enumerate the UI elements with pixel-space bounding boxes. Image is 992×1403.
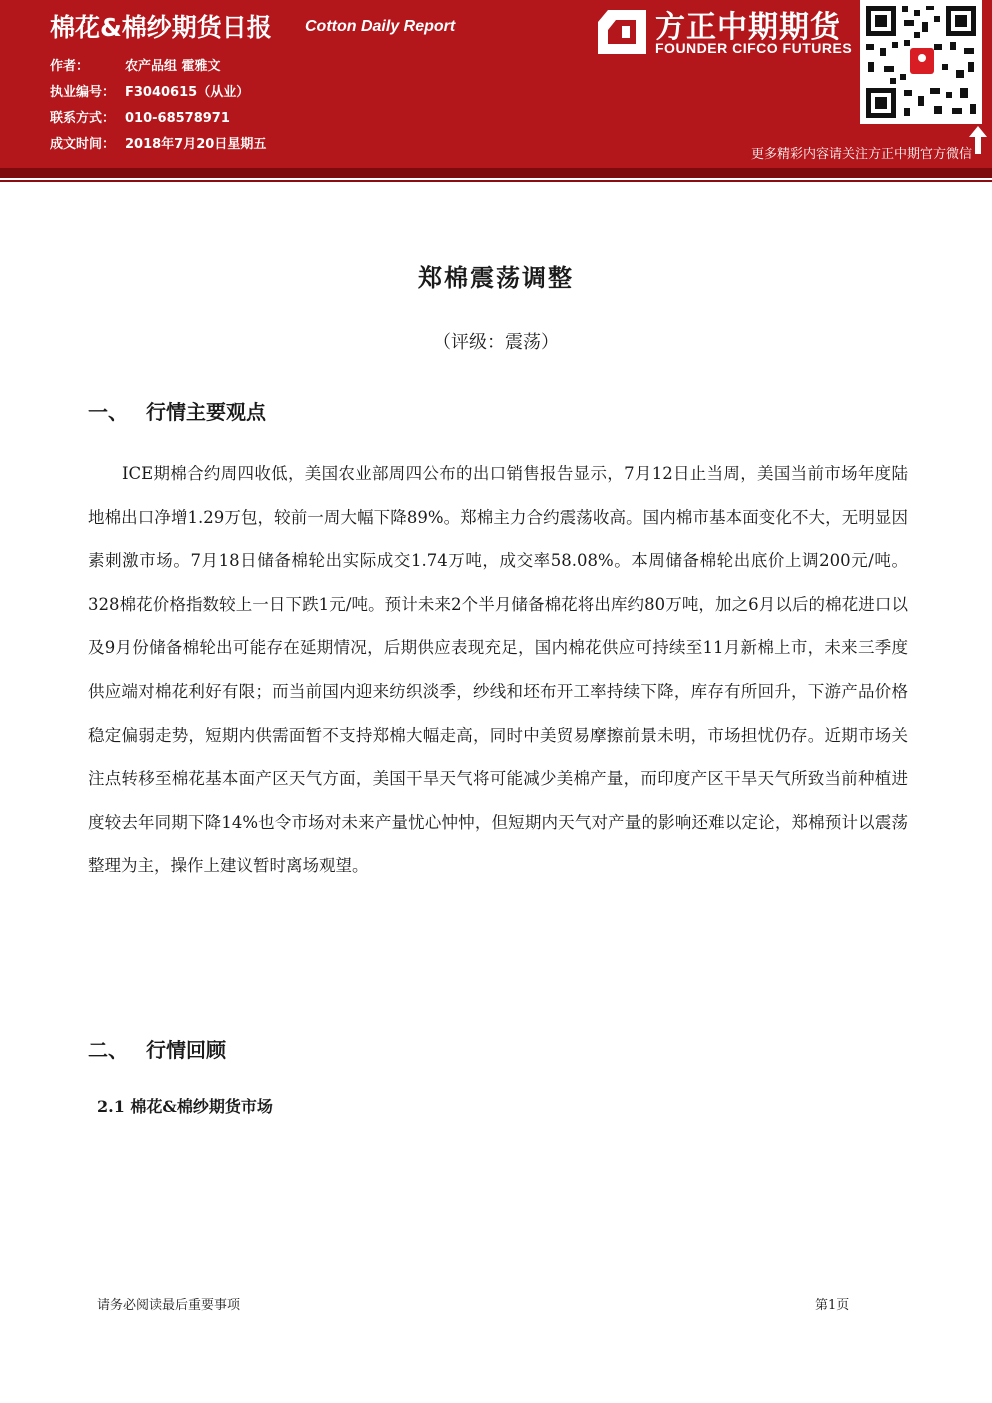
meta-label: 成文时间：: [50, 137, 116, 152]
report-header: [0, 0, 992, 168]
meta-label: 执业编号：: [50, 85, 116, 100]
footer-notice: 请务必阅读最后重要事项: [97, 1298, 241, 1313]
follow-wechat-text: 更多精彩内容请关注方正中期官方微信: [750, 147, 972, 162]
section-number: 一、: [88, 400, 128, 424]
header-divider: [0, 180, 992, 182]
report-title: 棉花&棉纱期货日报: [50, 13, 272, 42]
section-heading-2: [88, 1034, 226, 1063]
report-title-en: Cotton Daily Report: [305, 18, 456, 35]
meta-contact: [50, 107, 230, 126]
section-heading-1: [88, 396, 266, 425]
section-number: 二、: [88, 1038, 128, 1062]
rating: （评级：震荡）: [433, 332, 559, 353]
meta-value: 010-68578971: [125, 111, 230, 126]
founder-logo-icon: [598, 10, 646, 54]
meta-label: 联系方式：: [50, 111, 116, 126]
subsection-heading: 2.1 棉花&棉纱期货市场: [97, 1097, 273, 1116]
meta-license: [50, 81, 249, 100]
logo-text-en: FOUNDER CIFCO FUTURES: [655, 40, 853, 56]
meta-date: [50, 133, 266, 152]
header-stripe: [0, 168, 992, 178]
meta-value: 农产品组 霍雅文: [125, 59, 221, 74]
section-title: 行情回顾: [146, 1038, 226, 1062]
meta-author: [50, 55, 221, 74]
arrow-up-icon: [969, 126, 987, 154]
document-title: 郑棉震荡调整: [418, 263, 574, 292]
body-paragraph: ICE期棉合约周四收低，美国农业部周四公布的出口销售报告显示，7月12日止当周，美国当前市场年度陆地棉出口净增1.29万包，较前一周大幅下降89%。郑棉主力合约震荡收高。国内棉市基本面变化不大，无明显因素刺激市场。7月18日储备棉轮出实际成交1.74万吨，成交率58.08%。本周储备棉轮出底价上调200元/吨。328棉花价格指数较上一日下跌1元/吨。预计未来2个半月储备棉花将出库约80万吨，加之6月以后的棉花进口以及9月份储备棉轮出可能存在延期情况，后期供应表现充足，国内棉花供应可持续至11月新棉上市，未来三季度供应端对棉花利好有限；而当前国内迎来纺织淡季，纱线和坯布开工率持续下降，库存有所回升，下游产品价格稳定偏弱走势，短期内供需面暂不支持郑棉大幅走高，同时中美贸易摩擦前景未明，市场担忧仍存。近期市场关注点转移至棉花基本面产区天气方面，美国干旱天气将可能减少美棉产量，而印度产区干旱天气所致当前种植进度较去年同期下降14%也令市场对未来产量忧心忡忡，但短期内天气对产量的影响还难以定论，郑棉预计以震荡整理为主，操作上建议暂时离场观望。: [88, 464, 908, 876]
logo-text-cn: 方正中期期货: [655, 10, 841, 45]
page-number: 第1页: [815, 1298, 850, 1313]
meta-label: 作者：: [50, 59, 90, 74]
section-title: 行情主要观点: [146, 400, 266, 424]
qr-code-icon: [860, 0, 982, 124]
meta-value: F3040615（从业）: [125, 85, 250, 100]
meta-value: 2018年7月20日星期五: [125, 137, 267, 152]
